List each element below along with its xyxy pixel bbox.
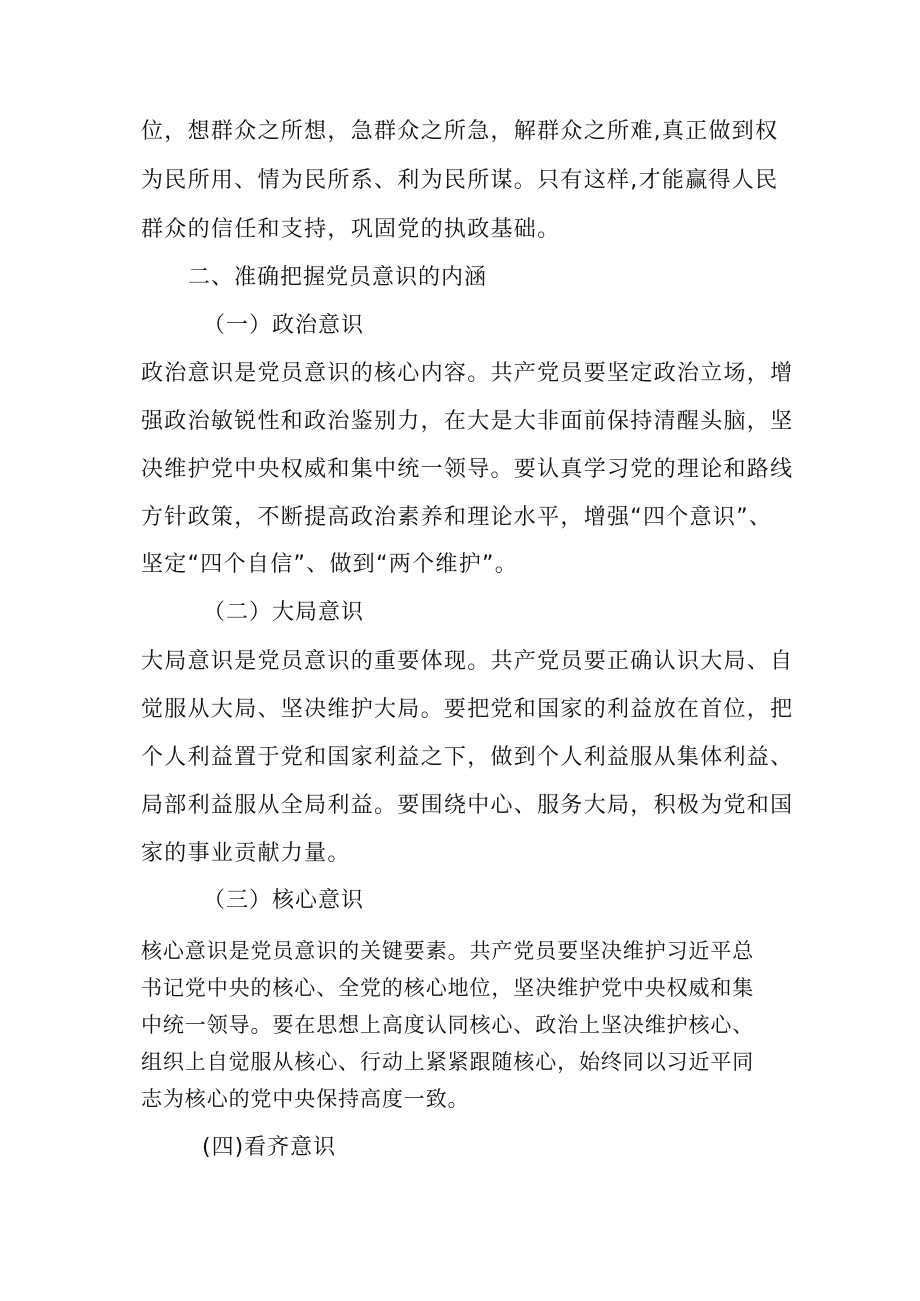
political-line-1: 政治意识是党员意识的核心内容。共产党员要坚定政治立场，增 [141, 361, 794, 386]
section-heading: 二、准确把握党员意识的内涵 [188, 265, 488, 290]
overall-line-3: 个人利益置于党和国家利益之下，做到个人利益服从集体利益、 [141, 745, 794, 770]
core-line-2: 书记党中央的核心、全党的核心地位，坚决维护党中央权威和集 [141, 976, 755, 1000]
subsection-heading-core: （三）核心意识 [203, 888, 365, 913]
core-line-3: 中统一领导。要在思想上高度认同核心、政治上坚决维护核心、 [141, 1013, 755, 1037]
overall-line-2: 觉服从大局、坚决维护大局。要把党和国家的利益放在首位，把 [141, 697, 794, 722]
political-line-4: 方针政策，不断提高政治素养和理论水平，增强“四个意识”、 [141, 505, 773, 530]
core-line-1: 核心意识是党员意识的关键要素。共产党员要坚决维护习近平总 [141, 939, 755, 963]
political-line-3: 决维护党中央权威和集中统一领导。要认真学习党的理论和路线 [141, 457, 794, 482]
subsection-heading-political: （一）政治意识 [203, 313, 365, 338]
political-line-2: 强政治敏锐性和政治鉴别力，在大是大非面前保持清醒头脑，坚 [141, 409, 794, 434]
intro-line-2: 为民所用、情为民所系、利为民所谋。只有这样,才能赢得人民 [141, 168, 779, 193]
subsection-heading-alignment: (四)看齐意识 [202, 1135, 337, 1160]
overall-line-1: 大局意识是党员意识的重要体现。共产党员要正确认识大局、自 [141, 649, 794, 674]
core-line-5: 志为核心的党中央保持高度一致。 [141, 1087, 470, 1111]
core-line-4: 组织上自觉服从核心、行动上紧紧跟随核心，始终同以习近平同 [141, 1050, 755, 1074]
intro-line-3: 群众的信任和支持，巩固党的执政基础。 [141, 217, 561, 242]
political-line-5: 坚定“四个自信”、做到“两个维护”。 [141, 552, 518, 577]
overall-line-4: 局部利益服从全局利益。要围绕中心、服务大局，积极为党和国 [141, 793, 794, 818]
intro-line-1: 位，想群众之所想，急群众之所急，解群众之所难,真正做到权 [141, 119, 779, 144]
subsection-heading-overall: （二）大局意识 [203, 600, 365, 625]
overall-line-5: 家的事业贡献力量。 [141, 841, 351, 866]
